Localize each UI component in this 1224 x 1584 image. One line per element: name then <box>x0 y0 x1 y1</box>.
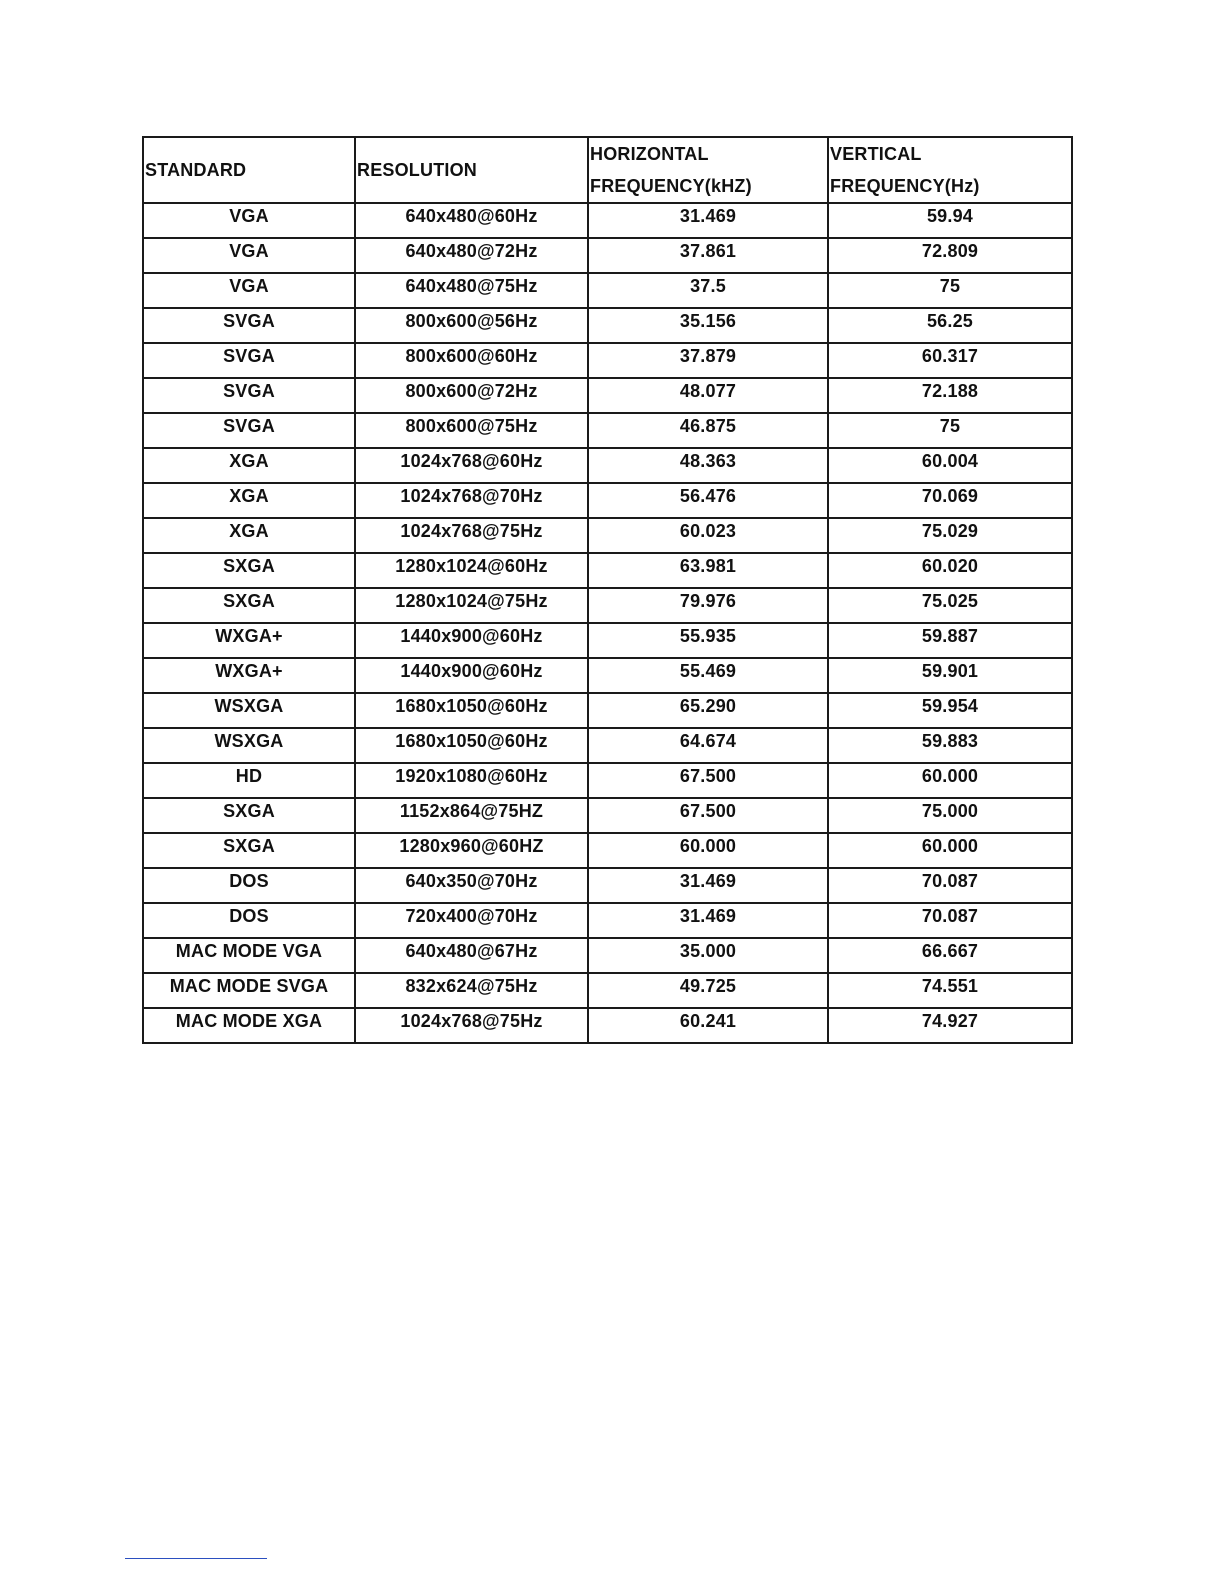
cell-standard: SVGA <box>143 413 355 448</box>
cell-resolution: 800x600@72Hz <box>355 378 588 413</box>
cell-horizontal-frequency: 65.290 <box>588 693 828 728</box>
cell-standard: WXGA+ <box>143 658 355 693</box>
header-standard-label: STANDARD <box>145 160 247 180</box>
cell-standard: WSXGA <box>143 693 355 728</box>
cell-vertical-frequency: 59.887 <box>828 623 1072 658</box>
cell-standard: HD <box>143 763 355 798</box>
cell-vertical-frequency: 70.087 <box>828 868 1072 903</box>
header-standard <box>143 137 355 203</box>
table-row <box>143 553 1072 588</box>
cell-standard: MAC MODE VGA <box>143 938 355 973</box>
table-row <box>143 868 1072 903</box>
table-row <box>143 483 1072 518</box>
header-resolution <box>355 137 588 203</box>
cell-vertical-frequency: 74.927 <box>828 1008 1072 1043</box>
cell-standard: DOS <box>143 903 355 938</box>
cell-standard: SXGA <box>143 798 355 833</box>
cell-resolution: 800x600@56Hz <box>355 308 588 343</box>
cell-resolution: 832x624@75Hz <box>355 973 588 1008</box>
header-vertical-line1: VERTICAL <box>830 144 922 164</box>
cell-resolution: 1024x768@70Hz <box>355 483 588 518</box>
cell-horizontal-frequency: 37.5 <box>588 273 828 308</box>
cell-standard: VGA <box>143 238 355 273</box>
table-row <box>143 448 1072 483</box>
cell-standard: SXGA <box>143 833 355 868</box>
cell-standard: SVGA <box>143 308 355 343</box>
cell-resolution: 800x600@75Hz <box>355 413 588 448</box>
cell-standard: XGA <box>143 483 355 518</box>
cell-vertical-frequency: 75.025 <box>828 588 1072 623</box>
cell-resolution: 640x480@75Hz <box>355 273 588 308</box>
header-row <box>143 137 1072 203</box>
cell-horizontal-frequency: 37.861 <box>588 238 828 273</box>
table-row <box>143 588 1072 623</box>
cell-horizontal-frequency: 67.500 <box>588 798 828 833</box>
cell-vertical-frequency: 75.029 <box>828 518 1072 553</box>
cell-horizontal-frequency: 48.363 <box>588 448 828 483</box>
cell-vertical-frequency: 60.020 <box>828 553 1072 588</box>
cell-horizontal-frequency: 64.674 <box>588 728 828 763</box>
cell-vertical-frequency: 70.069 <box>828 483 1072 518</box>
cell-standard: SXGA <box>143 553 355 588</box>
cell-resolution: 1920x1080@60Hz <box>355 763 588 798</box>
table-row <box>143 798 1072 833</box>
cell-standard: DOS <box>143 868 355 903</box>
cell-vertical-frequency: 75 <box>828 273 1072 308</box>
cell-horizontal-frequency: 60.023 <box>588 518 828 553</box>
cell-horizontal-frequency: 60.241 <box>588 1008 828 1043</box>
cell-vertical-frequency: 59.901 <box>828 658 1072 693</box>
cell-horizontal-frequency: 31.469 <box>588 203 828 238</box>
cell-resolution: 720x400@70Hz <box>355 903 588 938</box>
table-body <box>143 203 1072 1043</box>
cell-resolution: 1152x864@75HZ <box>355 798 588 833</box>
table-row <box>143 378 1072 413</box>
cell-resolution: 1680x1050@60Hz <box>355 728 588 763</box>
timing-modes-table <box>142 136 1073 1044</box>
table-row <box>143 308 1072 343</box>
header-resolution-label: RESOLUTION <box>357 160 478 180</box>
footnote-separator <box>125 1558 267 1559</box>
cell-resolution: 1280x960@60HZ <box>355 833 588 868</box>
cell-standard: XGA <box>143 448 355 483</box>
cell-standard: SXGA <box>143 588 355 623</box>
cell-standard: WSXGA <box>143 728 355 763</box>
cell-resolution: 640x350@70Hz <box>355 868 588 903</box>
cell-resolution: 640x480@60Hz <box>355 203 588 238</box>
cell-resolution: 1440x900@60Hz <box>355 623 588 658</box>
cell-horizontal-frequency: 35.156 <box>588 308 828 343</box>
cell-vertical-frequency: 70.087 <box>828 903 1072 938</box>
cell-horizontal-frequency: 37.879 <box>588 343 828 378</box>
table-row <box>143 973 1072 1008</box>
cell-horizontal-frequency: 56.476 <box>588 483 828 518</box>
header-horizontal-frequency <box>588 137 828 203</box>
cell-standard: SVGA <box>143 343 355 378</box>
cell-horizontal-frequency: 55.469 <box>588 658 828 693</box>
cell-vertical-frequency: 56.25 <box>828 308 1072 343</box>
table-row <box>143 1008 1072 1043</box>
cell-vertical-frequency: 59.94 <box>828 203 1072 238</box>
cell-horizontal-frequency: 31.469 <box>588 903 828 938</box>
cell-horizontal-frequency: 35.000 <box>588 938 828 973</box>
cell-horizontal-frequency: 67.500 <box>588 763 828 798</box>
cell-standard: MAC MODE SVGA <box>143 973 355 1008</box>
table-row <box>143 763 1072 798</box>
cell-vertical-frequency: 60.000 <box>828 763 1072 798</box>
cell-resolution: 1024x768@75Hz <box>355 1008 588 1043</box>
cell-vertical-frequency: 72.809 <box>828 238 1072 273</box>
cell-resolution: 640x480@72Hz <box>355 238 588 273</box>
header-horizontal-line1: HORIZONTAL <box>590 144 709 164</box>
cell-vertical-frequency: 74.551 <box>828 973 1072 1008</box>
cell-resolution: 1024x768@60Hz <box>355 448 588 483</box>
header-horizontal-line2: FREQUENCY(kHZ) <box>590 176 752 196</box>
table-row <box>143 238 1072 273</box>
cell-resolution: 800x600@60Hz <box>355 343 588 378</box>
cell-resolution: 1024x768@75Hz <box>355 518 588 553</box>
table-row <box>143 203 1072 238</box>
header-vertical-frequency <box>828 137 1072 203</box>
cell-vertical-frequency: 60.317 <box>828 343 1072 378</box>
table-row <box>143 903 1072 938</box>
table-row <box>143 938 1072 973</box>
cell-vertical-frequency: 75.000 <box>828 798 1072 833</box>
table-row <box>143 693 1072 728</box>
cell-vertical-frequency: 60.000 <box>828 833 1072 868</box>
cell-resolution: 1680x1050@60Hz <box>355 693 588 728</box>
cell-horizontal-frequency: 46.875 <box>588 413 828 448</box>
cell-vertical-frequency: 72.188 <box>828 378 1072 413</box>
cell-standard: XGA <box>143 518 355 553</box>
table-row <box>143 623 1072 658</box>
cell-standard: SVGA <box>143 378 355 413</box>
cell-vertical-frequency: 59.883 <box>828 728 1072 763</box>
cell-horizontal-frequency: 60.000 <box>588 833 828 868</box>
cell-standard: MAC MODE XGA <box>143 1008 355 1043</box>
cell-vertical-frequency: 59.954 <box>828 693 1072 728</box>
cell-resolution: 1280x1024@75Hz <box>355 588 588 623</box>
cell-horizontal-frequency: 31.469 <box>588 868 828 903</box>
cell-horizontal-frequency: 48.077 <box>588 378 828 413</box>
cell-standard: VGA <box>143 203 355 238</box>
table-row <box>143 728 1072 763</box>
table-row <box>143 518 1072 553</box>
cell-resolution: 1440x900@60Hz <box>355 658 588 693</box>
cell-horizontal-frequency: 55.935 <box>588 623 828 658</box>
cell-resolution: 1280x1024@60Hz <box>355 553 588 588</box>
cell-horizontal-frequency: 79.976 <box>588 588 828 623</box>
cell-vertical-frequency: 60.004 <box>828 448 1072 483</box>
table-row <box>143 343 1072 378</box>
cell-horizontal-frequency: 63.981 <box>588 553 828 588</box>
cell-horizontal-frequency: 49.725 <box>588 973 828 1008</box>
cell-vertical-frequency: 75 <box>828 413 1072 448</box>
table-row <box>143 833 1072 868</box>
cell-standard: VGA <box>143 273 355 308</box>
header-vertical-line2: FREQUENCY(Hz) <box>830 176 980 196</box>
table-row <box>143 413 1072 448</box>
table-row <box>143 273 1072 308</box>
cell-resolution: 640x480@67Hz <box>355 938 588 973</box>
table-row <box>143 658 1072 693</box>
table-header <box>143 137 1072 203</box>
cell-standard: WXGA+ <box>143 623 355 658</box>
cell-vertical-frequency: 66.667 <box>828 938 1072 973</box>
